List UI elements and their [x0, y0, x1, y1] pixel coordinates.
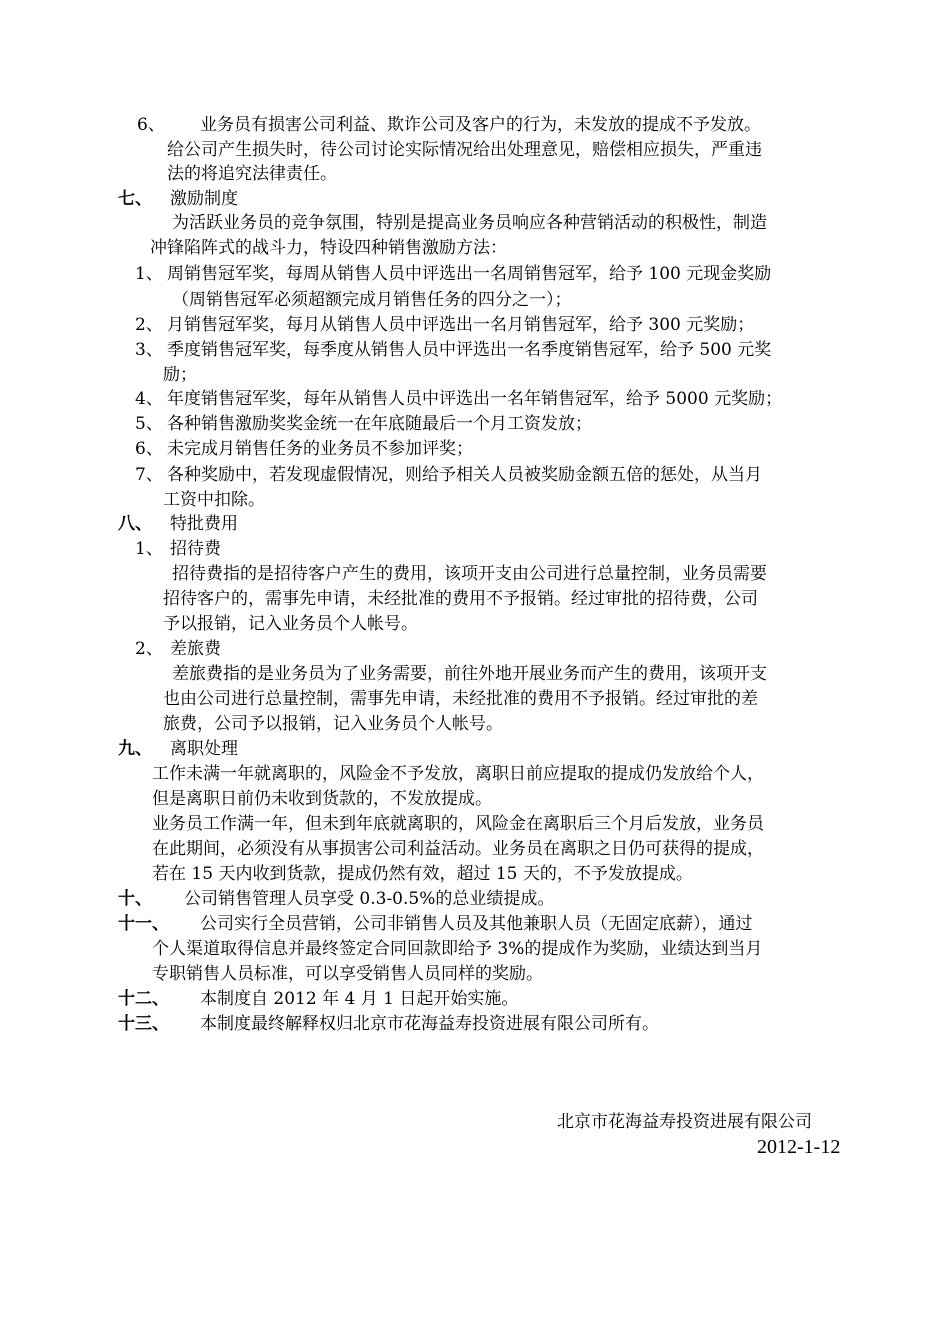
item-number: 3、 [135, 340, 163, 360]
paragraph-line: 招待费指的是招待客户产生的费用，该项开支由公司进行总量控制，业务员需要 [172, 564, 767, 584]
section-number: 八、 [118, 514, 152, 534]
paragraph-line: 若在 15 天内收到货款，提成仍然有效，超过 15 天的，不予发放提成。 [152, 864, 693, 884]
item-number: 2、 [135, 315, 163, 335]
paragraph-line: 业务员工作满一年，但未到年底就离职的，风险金在离职后三个月后发放，业务员 [152, 814, 764, 834]
paragraph-line: 本制度最终解释权归北京市花海益寿投资进展有限公司所有。 [200, 1014, 659, 1034]
section-number: 十、 [118, 889, 152, 909]
list-item-line: 励； [163, 365, 197, 385]
item-number: 5、 [135, 414, 163, 434]
section-title: 激励制度 [170, 189, 238, 209]
list-item-line: 周销售冠军奖，每周从销售人员中评选出一名周销售冠军，给予 100 元现金奖励 [167, 264, 772, 284]
section-title: 离职处理 [170, 739, 238, 759]
item-number: 4、 [135, 389, 163, 409]
paragraph-line: 专职销售人员标准，可以享受销售人员同样的奖励。 [152, 964, 543, 984]
paragraph-line: 公司实行全员营销，公司非销售人员及其他兼职人员（无固定底薪），通过 [200, 914, 753, 934]
list-item-line: 未完成月销售任务的业务员不参加评奖； [167, 439, 473, 459]
paragraph-line: 也由公司进行总量控制，需事先申请，未经批准的费用不予报销。经过审批的差 [163, 689, 758, 709]
list-item-line: 月销售冠军奖，每月从销售人员中评选出一名月销售冠军，给予 300 元奖励； [167, 315, 755, 335]
item-number: 7、 [135, 465, 163, 485]
paragraph-line: 业务员有损害公司利益、欺诈公司及客户的行为，未发放的提成不予发放。 [200, 115, 761, 135]
list-item-line: 季度销售冠军奖，每季度从销售人员中评选出一名季度销售冠军，给予 500 元奖 [167, 340, 772, 360]
list-item-line: 年度销售冠军奖，每年从销售人员中评选出一名年销售冠军，给予 5000 元奖励； [167, 389, 783, 409]
paragraph-line: 差旅费指的是业务员为了业务需要，前往外地开展业务而产生的费用，该项开支 [172, 664, 767, 684]
section-number: 七、 [118, 189, 152, 209]
item-number: 1、 [135, 264, 163, 284]
paragraph-line: 在此期间，必须没有从事损害公司利益活动。业务员在离职之日仍可获得的提成， [152, 839, 764, 859]
paragraph-line: 旅费，公司予以报销，记入业务员个人帐号。 [163, 714, 503, 734]
signature-date: 2012-1-12 [757, 1136, 841, 1158]
subsection-title: 招待费 [170, 539, 221, 559]
signature-company: 北京市花海益寿投资进展有限公司 [557, 1112, 812, 1132]
subsection-title: 差旅费 [170, 639, 221, 659]
item-number: 1、 [135, 539, 163, 559]
list-item-line: 各种销售激励奖奖金统一在年底随最后一个月工资发放； [167, 414, 592, 434]
section-number: 十二、 [118, 989, 169, 1009]
list-item-line: （周销售冠军必须超额完成月销售任务的四分之一）； [172, 290, 572, 310]
paragraph-line: 公司销售管理人员享受 0.3-0.5%的总业绩提成。 [184, 889, 555, 909]
section-title: 特批费用 [170, 514, 238, 534]
item-number: 2、 [135, 639, 163, 659]
paragraph-line: 招待客户的，需事先申请，未经批准的费用不予报销。经过审批的招待费，公司 [163, 589, 758, 609]
paragraph-line: 为活跃业务员的竞争氛围，特别是提高业务员响应各种营销活动的积极性，制造 [172, 213, 767, 233]
list-item-line: 各种奖励中，若发现虚假情况，则给予相关人员被奖励金额五倍的惩处，从当月 [167, 465, 762, 485]
paragraph-line: 法的将追究法律责任。 [167, 164, 337, 184]
section-number: 十一、 [118, 914, 169, 934]
paragraph-line: 给公司产生损失时，待公司讨论实际情况给出处理意见，赔偿相应损失，严重违 [167, 140, 762, 160]
paragraph-line: 本制度自 2012 年 4 月 1 日起开始实施。 [200, 989, 519, 1009]
section-number: 十三、 [118, 1014, 169, 1034]
item-number: 6、 [135, 439, 163, 459]
section-number: 九、 [118, 739, 152, 759]
paragraph-line: 冲锋陷阵式的战斗力，特设四种销售激励方法： [150, 238, 507, 258]
paragraph-line: 工作未满一年就离职的，风险金不予发放，离职日前应提取的提成仍发放给个人， [152, 764, 764, 784]
item-number: 6、 [137, 115, 165, 135]
paragraph-line: 个人渠道取得信息并最终签定合同回款即给予 3%的提成作为奖励，业绩达到当月 [152, 939, 763, 959]
paragraph-line: 但是离职日前仍未收到货款的，不发放提成。 [152, 789, 492, 809]
paragraph-line: 予以报销，记入业务员个人帐号。 [163, 614, 418, 634]
list-item-line: 工资中扣除。 [163, 490, 265, 510]
